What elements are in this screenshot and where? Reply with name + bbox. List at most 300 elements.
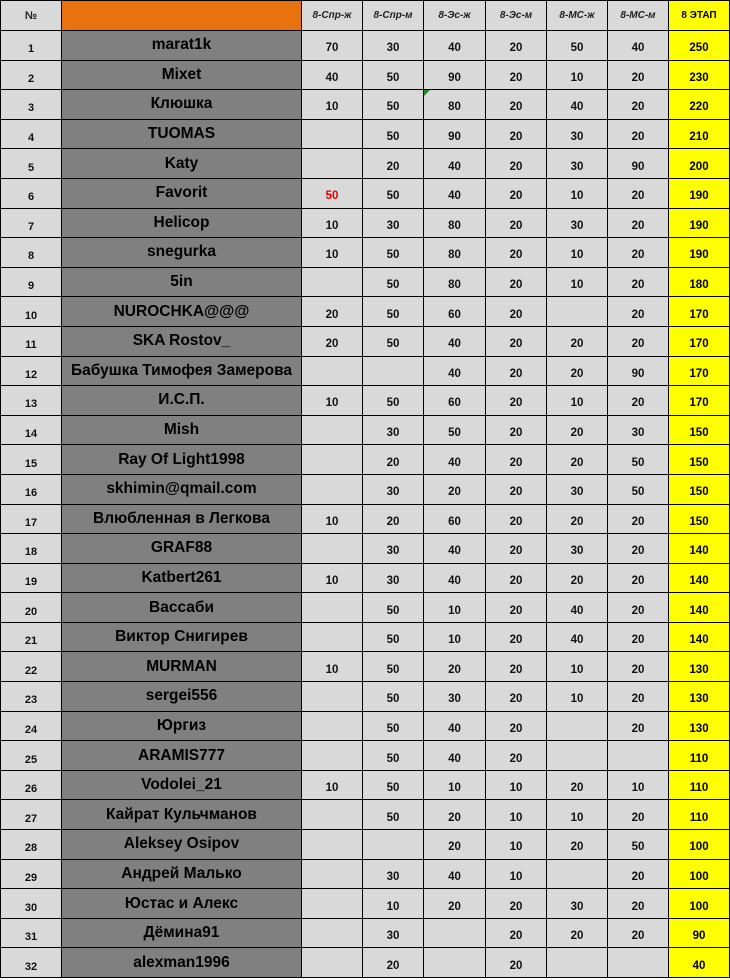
score-cell bbox=[363, 208, 424, 238]
score-cell bbox=[302, 445, 363, 475]
score-value: 40 bbox=[631, 42, 645, 55]
score-value: 20 bbox=[509, 959, 523, 972]
score-cell bbox=[547, 741, 608, 771]
rank-cell: 24 bbox=[1, 711, 62, 741]
score-cell bbox=[302, 238, 363, 268]
total-cell: 130 bbox=[669, 682, 730, 712]
score-cell bbox=[302, 563, 363, 593]
score-value: 20 bbox=[570, 574, 584, 587]
score-value: 20 bbox=[631, 811, 645, 824]
score-cell bbox=[424, 770, 486, 800]
participant-name: 5in bbox=[62, 267, 302, 297]
score-cell bbox=[547, 889, 608, 919]
rank-cell: 29 bbox=[1, 859, 62, 889]
score-cell bbox=[486, 267, 547, 297]
table-row bbox=[1, 178, 730, 208]
score-cell bbox=[608, 889, 669, 919]
score-cell bbox=[547, 504, 608, 534]
score-value: 10 bbox=[631, 782, 645, 795]
score-value: 20 bbox=[509, 693, 523, 706]
score-cell bbox=[608, 770, 669, 800]
score-cell bbox=[608, 356, 669, 386]
table-row bbox=[1, 593, 730, 623]
score-cell bbox=[547, 149, 608, 179]
score-cell bbox=[608, 800, 669, 830]
score-cell bbox=[486, 504, 547, 534]
score-cell bbox=[302, 770, 363, 800]
score-value: 20 bbox=[509, 930, 523, 943]
score-value: 60 bbox=[448, 308, 461, 321]
total-cell: 130 bbox=[669, 711, 730, 741]
total-cell: 220 bbox=[669, 90, 730, 120]
score-cell bbox=[486, 119, 547, 149]
rank-cell: 32 bbox=[1, 948, 62, 978]
table-row bbox=[1, 60, 730, 90]
table-row bbox=[1, 652, 730, 682]
score-value: 10 bbox=[570, 811, 584, 824]
participant-name: snegurka bbox=[62, 238, 302, 268]
score-cell bbox=[302, 830, 363, 860]
score-cell bbox=[363, 593, 424, 623]
score-cell bbox=[363, 238, 424, 268]
score-cell bbox=[363, 326, 424, 356]
score-cell bbox=[486, 593, 547, 623]
score-cell bbox=[424, 711, 486, 741]
rank-cell: 7 bbox=[1, 208, 62, 238]
score-value: 40 bbox=[448, 160, 461, 173]
score-cell bbox=[424, 652, 486, 682]
rank-cell: 1 bbox=[1, 31, 62, 61]
score-value: 20 bbox=[570, 782, 584, 795]
score-cell bbox=[363, 60, 424, 90]
total-cell: 150 bbox=[669, 415, 730, 445]
score-cell bbox=[608, 326, 669, 356]
score-value: 20 bbox=[509, 190, 523, 203]
score-value: 30 bbox=[570, 545, 584, 558]
score-cell bbox=[547, 593, 608, 623]
participant-name: Андрей Малько bbox=[62, 859, 302, 889]
rank-cell: 14 bbox=[1, 415, 62, 445]
score-cell bbox=[608, 830, 669, 860]
score-cell bbox=[608, 682, 669, 712]
score-cell bbox=[486, 652, 547, 682]
score-value: 10 bbox=[325, 782, 339, 795]
total-cell: 140 bbox=[669, 563, 730, 593]
participant-name: Katbert261 bbox=[62, 563, 302, 593]
score-value: 50 bbox=[386, 722, 400, 735]
table-row bbox=[1, 918, 730, 948]
score-value: 20 bbox=[448, 486, 461, 499]
score-value: 50 bbox=[386, 308, 400, 321]
score-cell bbox=[486, 859, 547, 889]
score-cell bbox=[608, 534, 669, 564]
score-cell bbox=[302, 918, 363, 948]
score-value: 20 bbox=[631, 190, 645, 203]
score-cell bbox=[547, 60, 608, 90]
score-value: 20 bbox=[631, 545, 645, 558]
score-cell bbox=[486, 149, 547, 179]
score-value: 20 bbox=[631, 249, 645, 262]
total-cell: 100 bbox=[669, 830, 730, 860]
participant-name: Mixet bbox=[62, 60, 302, 90]
score-cell bbox=[486, 31, 547, 61]
score-value: 50 bbox=[386, 131, 400, 144]
score-cell bbox=[424, 445, 486, 475]
score-cell bbox=[424, 415, 486, 445]
table-row bbox=[1, 267, 730, 297]
score-value: 20 bbox=[570, 367, 584, 380]
participant-name: Favorit bbox=[62, 178, 302, 208]
score-value: 20 bbox=[509, 427, 523, 440]
score-cell bbox=[547, 800, 608, 830]
score-cell bbox=[302, 178, 363, 208]
rank-cell: 16 bbox=[1, 474, 62, 504]
score-value: 40 bbox=[448, 752, 461, 765]
total-cell: 100 bbox=[669, 889, 730, 919]
score-value: 10 bbox=[325, 101, 339, 114]
score-cell bbox=[608, 238, 669, 268]
score-cell bbox=[608, 918, 669, 948]
score-value: 20 bbox=[631, 900, 645, 913]
table-row bbox=[1, 297, 730, 327]
score-cell bbox=[363, 770, 424, 800]
score-cell bbox=[363, 178, 424, 208]
score-cell bbox=[424, 326, 486, 356]
score-value: 20 bbox=[509, 722, 523, 735]
score-value: 90 bbox=[631, 160, 645, 173]
rank-cell: 12 bbox=[1, 356, 62, 386]
header-col-1: 8-Спр-ж bbox=[302, 1, 363, 31]
score-cell bbox=[302, 682, 363, 712]
score-cell bbox=[486, 356, 547, 386]
score-cell bbox=[424, 889, 486, 919]
score-value: 50 bbox=[631, 486, 645, 499]
score-value: 20 bbox=[631, 515, 645, 528]
score-value: 50 bbox=[386, 693, 400, 706]
score-cell bbox=[608, 652, 669, 682]
score-value: 90 bbox=[631, 367, 645, 380]
score-cell bbox=[486, 60, 547, 90]
table-row bbox=[1, 31, 730, 61]
score-cell bbox=[547, 445, 608, 475]
rank-cell: 30 bbox=[1, 889, 62, 919]
score-value: 20 bbox=[509, 752, 523, 765]
total-cell: 40 bbox=[669, 948, 730, 978]
rank-cell: 21 bbox=[1, 622, 62, 652]
total-cell: 170 bbox=[669, 297, 730, 327]
score-cell bbox=[424, 386, 486, 416]
score-value: 20 bbox=[631, 604, 645, 617]
score-cell bbox=[302, 711, 363, 741]
score-cell bbox=[486, 889, 547, 919]
score-cell bbox=[608, 563, 669, 593]
total-cell: 190 bbox=[669, 208, 730, 238]
score-value: 30 bbox=[386, 574, 400, 587]
score-value: 60 bbox=[448, 515, 461, 528]
score-cell bbox=[424, 800, 486, 830]
header-row bbox=[1, 1, 730, 31]
score-cell bbox=[608, 31, 669, 61]
score-cell bbox=[486, 326, 547, 356]
rank-cell: 19 bbox=[1, 563, 62, 593]
score-value: 50 bbox=[386, 397, 400, 410]
rank-cell: 31 bbox=[1, 918, 62, 948]
score-cell bbox=[547, 534, 608, 564]
score-cell bbox=[608, 386, 669, 416]
score-value: 20 bbox=[386, 515, 400, 528]
score-cell bbox=[363, 149, 424, 179]
participant-name: Влюбленная в Легкова bbox=[62, 504, 302, 534]
score-value: 50 bbox=[386, 663, 400, 676]
score-cell bbox=[547, 859, 608, 889]
table-row bbox=[1, 711, 730, 741]
score-value: 10 bbox=[570, 249, 584, 262]
score-value: 30 bbox=[570, 219, 584, 232]
score-cell bbox=[424, 622, 486, 652]
score-value: 40 bbox=[448, 42, 461, 55]
table-row bbox=[1, 119, 730, 149]
participant-name: SKA Rostov_ bbox=[62, 326, 302, 356]
score-value: 40 bbox=[570, 101, 584, 114]
score-value: 20 bbox=[570, 456, 584, 469]
score-value: 20 bbox=[448, 663, 461, 676]
score-cell bbox=[608, 415, 669, 445]
score-cell bbox=[424, 297, 486, 327]
score-value: 30 bbox=[631, 427, 645, 440]
score-cell bbox=[302, 741, 363, 771]
score-value: 50 bbox=[631, 841, 645, 854]
rank-cell: 3 bbox=[1, 90, 62, 120]
score-cell bbox=[302, 415, 363, 445]
score-value: 10 bbox=[570, 71, 584, 84]
table-row bbox=[1, 504, 730, 534]
score-cell bbox=[608, 741, 669, 771]
total-cell: 140 bbox=[669, 593, 730, 623]
table-row bbox=[1, 445, 730, 475]
score-cell bbox=[608, 445, 669, 475]
rank-cell: 17 bbox=[1, 504, 62, 534]
score-cell bbox=[486, 948, 547, 978]
table-row bbox=[1, 770, 730, 800]
header-number: № bbox=[1, 1, 62, 31]
score-value: 10 bbox=[509, 870, 523, 883]
score-value: 20 bbox=[631, 219, 645, 232]
total-cell: 90 bbox=[669, 918, 730, 948]
score-cell bbox=[486, 386, 547, 416]
score-value: 40 bbox=[448, 545, 461, 558]
participant-name: MURMAN bbox=[62, 652, 302, 682]
score-cell bbox=[424, 178, 486, 208]
score-value: 10 bbox=[386, 900, 400, 913]
score-value: 30 bbox=[386, 930, 400, 943]
score-value: 10 bbox=[509, 782, 523, 795]
score-cell bbox=[608, 504, 669, 534]
score-value: 30 bbox=[386, 427, 400, 440]
score-value: 10 bbox=[448, 782, 461, 795]
score-cell bbox=[608, 149, 669, 179]
total-cell: 170 bbox=[669, 386, 730, 416]
score-value: 10 bbox=[325, 219, 339, 232]
score-cell bbox=[424, 948, 486, 978]
participant-name: ARAMIS777 bbox=[62, 741, 302, 771]
score-value: 20 bbox=[509, 308, 523, 321]
total-cell: 210 bbox=[669, 119, 730, 149]
score-value: 50 bbox=[386, 634, 400, 647]
rank-cell: 20 bbox=[1, 593, 62, 623]
score-cell bbox=[363, 415, 424, 445]
score-cell bbox=[608, 711, 669, 741]
score-cell bbox=[424, 238, 486, 268]
total-cell: 150 bbox=[669, 445, 730, 475]
table-row bbox=[1, 889, 730, 919]
table-row bbox=[1, 149, 730, 179]
participant-name: skhimin@qmail.com bbox=[62, 474, 302, 504]
score-value: 90 bbox=[448, 71, 461, 84]
score-cell bbox=[363, 741, 424, 771]
score-cell bbox=[363, 504, 424, 534]
score-value: 30 bbox=[570, 486, 584, 499]
score-cell bbox=[363, 474, 424, 504]
score-cell bbox=[363, 267, 424, 297]
score-cell bbox=[302, 326, 363, 356]
score-cell bbox=[302, 800, 363, 830]
score-cell bbox=[547, 474, 608, 504]
score-cell bbox=[363, 31, 424, 61]
header-name bbox=[62, 1, 302, 31]
table-row bbox=[1, 326, 730, 356]
score-cell bbox=[608, 60, 669, 90]
rank-cell: 9 bbox=[1, 267, 62, 297]
score-value: 80 bbox=[448, 249, 461, 262]
score-value: 20 bbox=[386, 160, 400, 173]
table-row bbox=[1, 741, 730, 771]
score-value: 10 bbox=[448, 634, 461, 647]
score-cell bbox=[547, 770, 608, 800]
score-cell bbox=[302, 889, 363, 919]
table-row bbox=[1, 415, 730, 445]
score-value: 20 bbox=[570, 338, 584, 351]
participant-name: NUROCHKA@@@ bbox=[62, 297, 302, 327]
table-row bbox=[1, 622, 730, 652]
score-cell bbox=[302, 593, 363, 623]
score-cell bbox=[302, 60, 363, 90]
rank-cell: 6 bbox=[1, 178, 62, 208]
score-value: 20 bbox=[386, 456, 400, 469]
score-value: 20 bbox=[509, 71, 523, 84]
score-value: 40 bbox=[325, 71, 339, 84]
score-value: 30 bbox=[570, 160, 584, 173]
score-cell bbox=[302, 948, 363, 978]
score-cell bbox=[486, 208, 547, 238]
score-cell bbox=[424, 830, 486, 860]
total-cell: 170 bbox=[669, 326, 730, 356]
score-cell bbox=[424, 682, 486, 712]
score-cell bbox=[424, 504, 486, 534]
score-cell bbox=[486, 415, 547, 445]
score-cell bbox=[608, 593, 669, 623]
score-cell bbox=[424, 119, 486, 149]
score-cell bbox=[608, 119, 669, 149]
score-cell bbox=[547, 682, 608, 712]
score-cell bbox=[547, 208, 608, 238]
participant-name: Aleksey Osipov bbox=[62, 830, 302, 860]
score-value: 20 bbox=[509, 456, 523, 469]
score-value: 20 bbox=[509, 900, 523, 913]
score-value: 20 bbox=[509, 42, 523, 55]
score-cell bbox=[486, 918, 547, 948]
score-value: 20 bbox=[509, 634, 523, 647]
participant-name: GRAF88 bbox=[62, 534, 302, 564]
table-row bbox=[1, 356, 730, 386]
total-cell: 180 bbox=[669, 267, 730, 297]
rank-cell: 27 bbox=[1, 800, 62, 830]
score-value: 20 bbox=[631, 930, 645, 943]
participant-name: И.С.П. bbox=[62, 386, 302, 416]
total-cell: 110 bbox=[669, 741, 730, 771]
score-value: 40 bbox=[448, 190, 461, 203]
participant-name: Mish bbox=[62, 415, 302, 445]
rank-cell: 28 bbox=[1, 830, 62, 860]
score-value: 20 bbox=[509, 101, 523, 114]
score-value: 20 bbox=[509, 515, 523, 528]
score-cell bbox=[486, 800, 547, 830]
score-cell bbox=[424, 534, 486, 564]
rank-cell: 22 bbox=[1, 652, 62, 682]
table-row bbox=[1, 474, 730, 504]
score-value: 10 bbox=[325, 515, 339, 528]
participant-name: Vodolei_21 bbox=[62, 770, 302, 800]
participant-name: Клюшка bbox=[62, 90, 302, 120]
table-row bbox=[1, 800, 730, 830]
total-cell: 100 bbox=[669, 859, 730, 889]
table-row bbox=[1, 948, 730, 978]
score-cell bbox=[302, 149, 363, 179]
rank-cell: 8 bbox=[1, 238, 62, 268]
score-value: 20 bbox=[570, 515, 584, 528]
score-value: 20 bbox=[631, 397, 645, 410]
score-value: 10 bbox=[325, 663, 339, 676]
score-cell bbox=[302, 652, 363, 682]
score-value: 20 bbox=[631, 870, 645, 883]
score-value: 20 bbox=[509, 397, 523, 410]
score-cell bbox=[486, 830, 547, 860]
score-value: 50 bbox=[386, 604, 400, 617]
total-cell: 200 bbox=[669, 149, 730, 179]
score-value: 30 bbox=[448, 693, 461, 706]
header-col-2: 8-Спр-м bbox=[363, 1, 424, 31]
score-value: 50 bbox=[386, 811, 400, 824]
score-cell bbox=[363, 711, 424, 741]
score-value: 20 bbox=[325, 338, 339, 351]
score-cell bbox=[547, 386, 608, 416]
score-cell bbox=[363, 90, 424, 120]
score-cell bbox=[608, 474, 669, 504]
score-cell bbox=[424, 90, 486, 120]
score-cell bbox=[424, 208, 486, 238]
score-value: 60 bbox=[448, 397, 461, 410]
score-cell bbox=[547, 830, 608, 860]
score-value: 20 bbox=[631, 308, 645, 321]
score-cell bbox=[302, 119, 363, 149]
score-cell bbox=[363, 948, 424, 978]
score-value: 80 bbox=[448, 279, 461, 292]
score-cell bbox=[547, 31, 608, 61]
score-value: 10 bbox=[570, 693, 584, 706]
score-value: 40 bbox=[448, 338, 461, 351]
score-cell bbox=[547, 652, 608, 682]
score-value: 40 bbox=[448, 367, 461, 380]
rank-cell: 5 bbox=[1, 149, 62, 179]
